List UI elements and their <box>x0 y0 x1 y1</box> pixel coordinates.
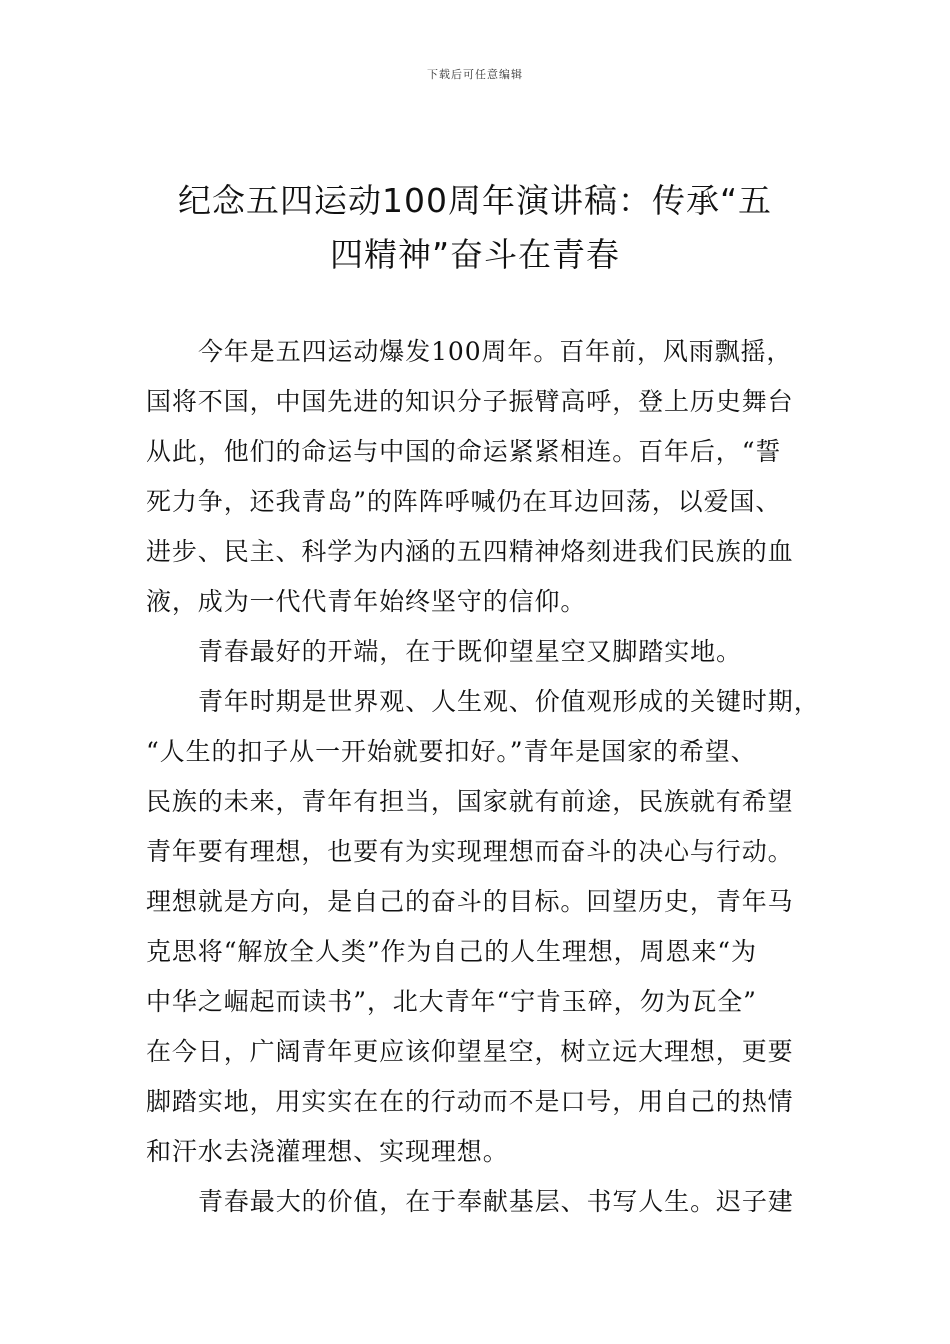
text-line: 青年要有理想，也要有为实现理想而奋斗的决心与行动。 <box>146 837 794 866</box>
title-line: 四精神”奋斗在青春 <box>329 235 621 274</box>
text-line: 进步、民主、科学为内涵的五四精神烙刻进我们民族的血 <box>146 537 794 566</box>
text-line: 液，成为一代代青年始终坚守的信仰。 <box>146 587 587 616</box>
document-title <box>130 174 820 282</box>
document-body <box>146 327 836 1227</box>
paragraph-first-line: 青年时期是世界观、人生观、价值观形成的关键时期， <box>198 687 820 716</box>
text-line: 从此，他们的命运与中国的命运紧紧相连。百年后，“誓 <box>146 437 782 466</box>
paragraph-first-line: 青春最大的价值，在于奉献基层、书写人生。迟子建 <box>198 1187 794 1216</box>
text-line: 在今日，广阔青年更应该仰望星空，树立远大理想，更要 <box>146 1037 794 1066</box>
text-line: 民族的未来，青年有担当，国家就有前途，民族就有希望 <box>146 787 794 816</box>
text-line: 国将不国，中国先进的知识分子振臂高呼，登上历史舞台 <box>146 387 794 416</box>
text-line: 死力争，还我青岛”的阵阵呼喊仍在耳边回荡，以爱国、 <box>146 487 782 516</box>
text-line: 克思将“解放全人类”作为自己的人生理想，周恩来“为 <box>146 937 757 966</box>
header-note: 下载后可任意编辑 <box>427 68 523 81</box>
title-line: 纪念五四运动100周年演讲稿：传承“五 <box>177 181 773 220</box>
paragraph-first-line: 青春最好的开端，在于既仰望星空又脚踏实地。 <box>198 637 742 666</box>
text-line: 脚踏实地，用实实在在的行动而不是口号，用自己的热情 <box>146 1087 794 1116</box>
text-line: “人生的扣子从一开始就要扣好。”青年是国家的希望、 <box>146 737 757 766</box>
text-line: 中华之崛起而读书”，北大青年“宁肯玉碎，勿为瓦全” <box>146 987 757 1016</box>
text-line: 理想就是方向，是自己的奋斗的目标。回望历史，青年马 <box>146 887 794 916</box>
paragraph-first-line: 今年是五四运动爆发100周年。百年前，风雨飘摇， <box>198 337 793 366</box>
text-line: 和汗水去浇灌理想、实现理想。 <box>146 1137 509 1166</box>
